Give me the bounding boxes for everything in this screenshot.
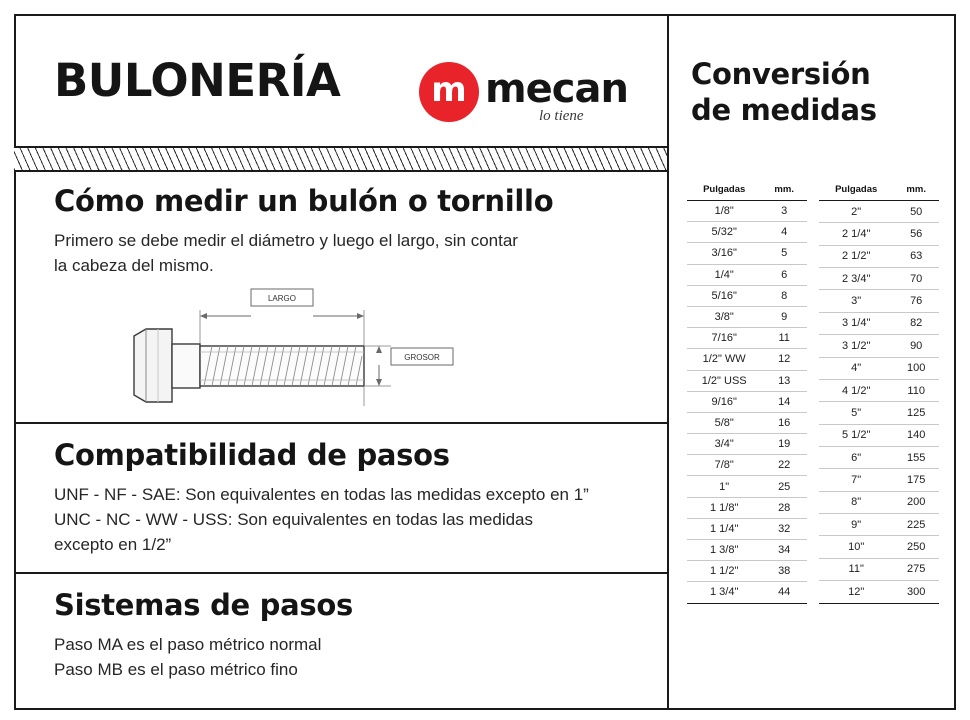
cell-mm: 110: [893, 379, 939, 401]
table-header-row: [687, 180, 807, 201]
cell-mm: 38: [761, 561, 807, 582]
cell-mm: 13: [761, 370, 807, 391]
table-row: [687, 391, 807, 412]
cell-mm: 16: [761, 412, 807, 433]
cell-pulgadas: 3/8": [687, 306, 761, 327]
table-row: [819, 446, 939, 468]
bolt-diagram: [54, 288, 627, 428]
section-body-sistemas-line1: Paso MA es el paso métrico normal: [54, 635, 322, 654]
cell-pulgadas: 1/4": [687, 264, 761, 285]
table-row: [819, 312, 939, 334]
cell-mm: 76: [893, 290, 939, 312]
cell-pulgadas: 9/16": [687, 391, 761, 412]
cell-mm: 32: [761, 518, 807, 539]
cell-mm: 22: [761, 455, 807, 476]
cell-mm: 125: [893, 402, 939, 424]
table-row: [819, 469, 939, 491]
poster-header: [14, 14, 667, 132]
cell-pulgadas: 5/8": [687, 412, 761, 433]
section-title-sistemas: Sistemas de pasos: [54, 588, 353, 622]
cell-mm: 44: [761, 582, 807, 603]
cell-pulgadas: 3": [819, 290, 893, 312]
cell-pulgadas: 1 3/8": [687, 540, 761, 561]
cell-pulgadas: 9": [819, 514, 893, 536]
cell-mm: 3: [761, 201, 807, 222]
cell-pulgadas: 7/16": [687, 328, 761, 349]
cell-mm: 8: [761, 285, 807, 306]
table-row: [819, 201, 939, 223]
cell-mm: 175: [893, 469, 939, 491]
table-row: [819, 245, 939, 267]
page-title: BULONERÍA: [54, 54, 341, 107]
cell-mm: 275: [893, 558, 939, 580]
column-header-mm: mm.: [893, 180, 939, 201]
cell-mm: 63: [893, 245, 939, 267]
cell-mm: 155: [893, 446, 939, 468]
cell-pulgadas: 3 1/2": [819, 335, 893, 357]
table-row: [687, 306, 807, 327]
cell-pulgadas: 1": [687, 476, 761, 497]
table-row: [687, 582, 807, 603]
cell-mm: 90: [893, 335, 939, 357]
cell-pulgadas: 1 3/4": [687, 582, 761, 603]
cell-pulgadas: 2": [819, 201, 893, 223]
table-row: [819, 379, 939, 401]
cell-pulgadas: 10": [819, 536, 893, 558]
cell-pulgadas: 4": [819, 357, 893, 379]
table-row: [687, 201, 807, 222]
table-row: [819, 514, 939, 536]
table-row: [819, 223, 939, 245]
cell-pulgadas: 3/4": [687, 434, 761, 455]
cell-pulgadas: 8": [819, 491, 893, 513]
cell-pulgadas: 3/16": [687, 243, 761, 264]
table-row: [819, 335, 939, 357]
section-como-medir: [14, 184, 667, 428]
table-row: [687, 412, 807, 433]
table-row: [687, 328, 807, 349]
table-row: [819, 290, 939, 312]
logo-wordmark: mecan: [485, 66, 628, 112]
cell-pulgadas: 2 1/2": [819, 245, 893, 267]
cell-mm: 6: [761, 264, 807, 285]
table-row: [687, 243, 807, 264]
cell-mm: 25: [761, 476, 807, 497]
table-row: [687, 349, 807, 370]
svg-text:GROSOR: GROSOR: [404, 353, 440, 362]
conversion-title: [691, 56, 877, 128]
mecan-logo: [419, 62, 629, 124]
logo-m-letter: m: [431, 70, 467, 110]
cell-mm: 70: [893, 268, 939, 290]
table-row: [687, 222, 807, 243]
section-compatibilidad: [14, 438, 667, 557]
table-row: [687, 540, 807, 561]
cell-pulgadas: 12": [819, 581, 893, 603]
cell-pulgadas: 1 1/4": [687, 518, 761, 539]
table-row: [819, 424, 939, 446]
cell-mm: 300: [893, 581, 939, 603]
section-body-sistemas-line2: Paso MB es el paso métrico fino: [54, 660, 298, 679]
section-rule-2: [14, 572, 667, 574]
bolt-diagram-svg: [54, 288, 627, 428]
cell-pulgadas: 2 3/4": [819, 268, 893, 290]
cell-mm: 5: [761, 243, 807, 264]
cell-mm: 50: [893, 201, 939, 223]
table-row: [687, 455, 807, 476]
cell-mm: 34: [761, 540, 807, 561]
cell-mm: 4: [761, 222, 807, 243]
svg-text:LARGO: LARGO: [267, 294, 297, 303]
column-header-pulgadas: Pulgadas: [687, 180, 761, 201]
cell-mm: 19: [761, 434, 807, 455]
table-row: [687, 370, 807, 391]
table-row: [819, 402, 939, 424]
cell-pulgadas: 6": [819, 446, 893, 468]
cell-pulgadas: 5/32": [687, 222, 761, 243]
cell-pulgadas: 4 1/2": [819, 379, 893, 401]
cell-mm: 82: [893, 312, 939, 334]
cell-pulgadas: 1 1/2": [687, 561, 761, 582]
cell-mm: 9: [761, 306, 807, 327]
table-header-row: [819, 180, 939, 201]
conversion-tables: [687, 180, 945, 604]
conversion-table-left: [687, 180, 807, 604]
section-body-compatibilidad-line1: UNF - NF - SAE: Son equivalentes en todas las medidas excepto en 1”: [54, 485, 589, 504]
cell-mm: 100: [893, 357, 939, 379]
section-rule-1: [14, 422, 667, 424]
cell-pulgadas: 1/8": [687, 201, 761, 222]
column-header-pulgadas: Pulgadas: [819, 180, 893, 201]
section-title-compatibilidad: Compatibilidad de pasos: [54, 438, 450, 472]
cell-pulgadas: 5 1/2": [819, 424, 893, 446]
logo-circle-icon: [419, 62, 479, 122]
right-column: [667, 14, 956, 714]
conversion-title-line1: Conversión: [691, 57, 871, 91]
table-row: [819, 558, 939, 580]
left-column: [14, 14, 667, 714]
cell-pulgadas: 5": [819, 402, 893, 424]
table-row: [687, 518, 807, 539]
table-row: [687, 476, 807, 497]
cell-mm: 200: [893, 491, 939, 513]
hatched-divider: [14, 146, 667, 172]
section-sistemas: [14, 588, 667, 682]
cell-pulgadas: 2 1/4": [819, 223, 893, 245]
cell-mm: 56: [893, 223, 939, 245]
section-body-compatibilidad-line2: UNC - NC - WW - USS: Son equivalentes en todas las medidas: [54, 510, 534, 529]
table-row: [687, 497, 807, 518]
cell-mm: 11: [761, 328, 807, 349]
table-row: [819, 581, 939, 603]
table-row: [687, 434, 807, 455]
section-body-como-medir-line2: la cabeza del mismo.: [54, 256, 214, 275]
table-row: [819, 268, 939, 290]
column-header-mm: mm.: [761, 180, 807, 201]
cell-pulgadas: 7": [819, 469, 893, 491]
table-row: [819, 536, 939, 558]
cell-mm: 12: [761, 349, 807, 370]
table-row: [687, 561, 807, 582]
cell-mm: 225: [893, 514, 939, 536]
conversion-title-line2: de medidas: [691, 93, 877, 127]
conversion-table-right: [819, 180, 939, 604]
cell-mm: 28: [761, 497, 807, 518]
cell-pulgadas: 11": [819, 558, 893, 580]
cell-mm: 140: [893, 424, 939, 446]
table-row: [819, 357, 939, 379]
cell-mm: 250: [893, 536, 939, 558]
cell-mm: 14: [761, 391, 807, 412]
section-body-como-medir-line1: Primero se debe medir el diámetro y luego el largo, sin contar: [54, 231, 518, 250]
section-body-compatibilidad-line3: excepto en 1/2”: [54, 535, 172, 554]
cell-pulgadas: 1/2" WW: [687, 349, 761, 370]
logo-tagline: lo tiene: [539, 108, 584, 124]
cell-pulgadas: 5/16": [687, 285, 761, 306]
section-title-como-medir: Cómo medir un bulón o tornillo: [54, 184, 554, 218]
cell-pulgadas: 1/2" USS: [687, 370, 761, 391]
table-row: [819, 491, 939, 513]
table-row: [687, 285, 807, 306]
cell-pulgadas: 1 1/8": [687, 497, 761, 518]
table-row: [687, 264, 807, 285]
cell-pulgadas: 3 1/4": [819, 312, 893, 334]
cell-pulgadas: 7/8": [687, 455, 761, 476]
